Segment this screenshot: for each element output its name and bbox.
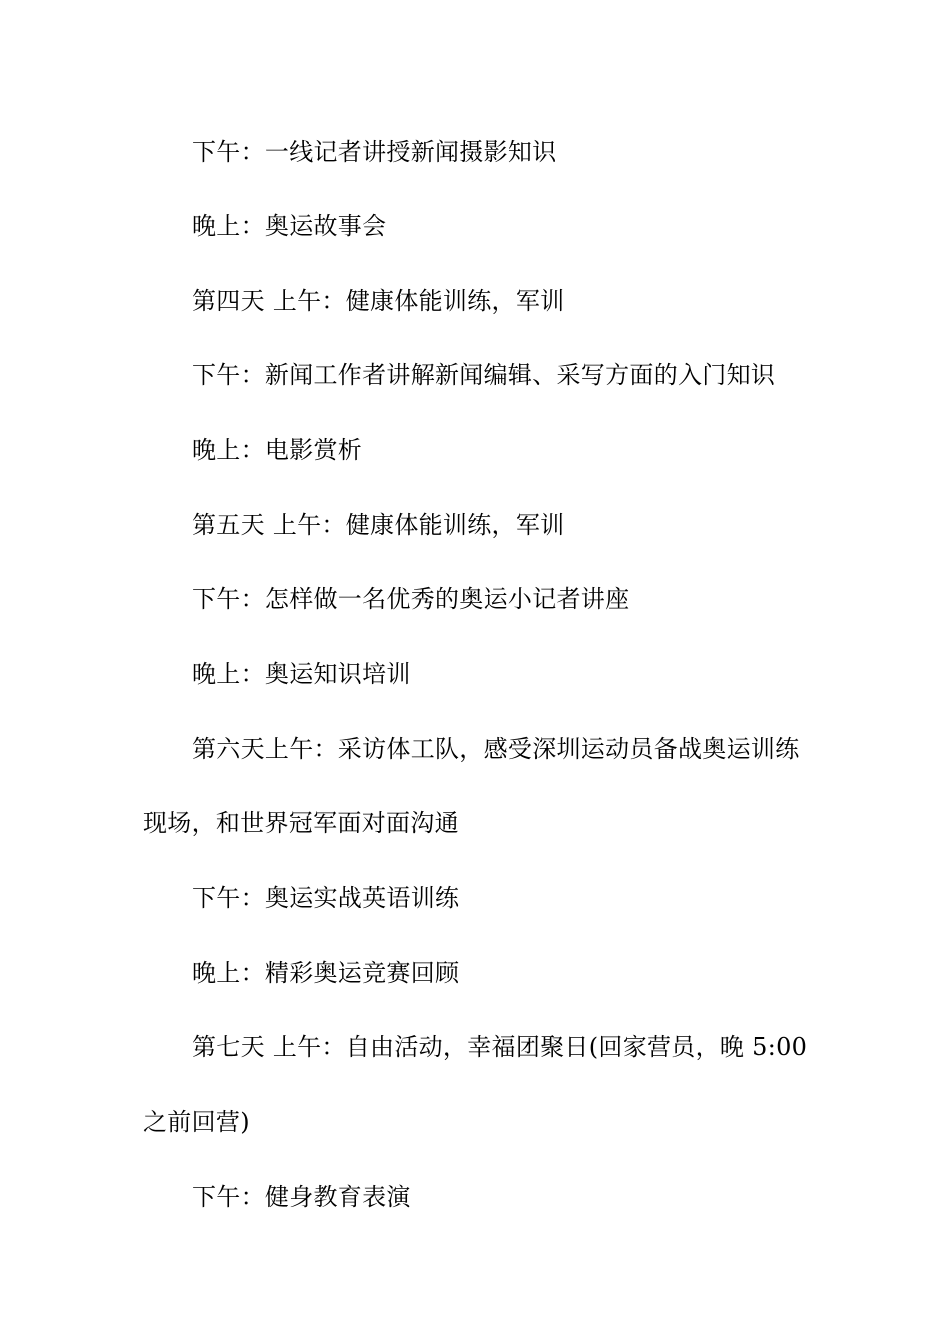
schedule-line: 下午：一线记者讲授新闻摄影知识 (192, 138, 557, 166)
schedule-line: 下午：新闻工作者讲解新闻编辑、采写方面的入门知识 (192, 361, 776, 389)
schedule-line: 第五天 上午：健康体能训练，军训 (192, 511, 565, 539)
schedule-line: 晚上：精彩奥运竞赛回顾 (192, 959, 460, 987)
schedule-line-continuation: 现场，和世界冠军面对面沟通 (143, 809, 459, 837)
schedule-line-continuation: 之前回营) (143, 1108, 250, 1136)
schedule-line: 第六天上午：采访体工队，感受深圳运动员备战奥运训练 (192, 735, 800, 763)
schedule-line: 晚上：奥运故事会 (192, 212, 387, 240)
schedule-line: 下午：怎样做一名优秀的奥运小记者讲座 (192, 585, 630, 613)
schedule-line: 下午：奥运实战英语训练 (192, 884, 460, 912)
schedule-line: 第七天 上午：自由活动，幸福团聚日(回家营员，晚 5:00 (192, 1033, 808, 1061)
schedule-line: 下午：健身教育表演 (192, 1183, 411, 1211)
schedule-line: 第四天 上午：健康体能训练，军训 (192, 287, 565, 315)
schedule-line: 晚上：电影赏析 (192, 436, 363, 464)
schedule-line: 晚上：奥运知识培训 (192, 660, 411, 688)
